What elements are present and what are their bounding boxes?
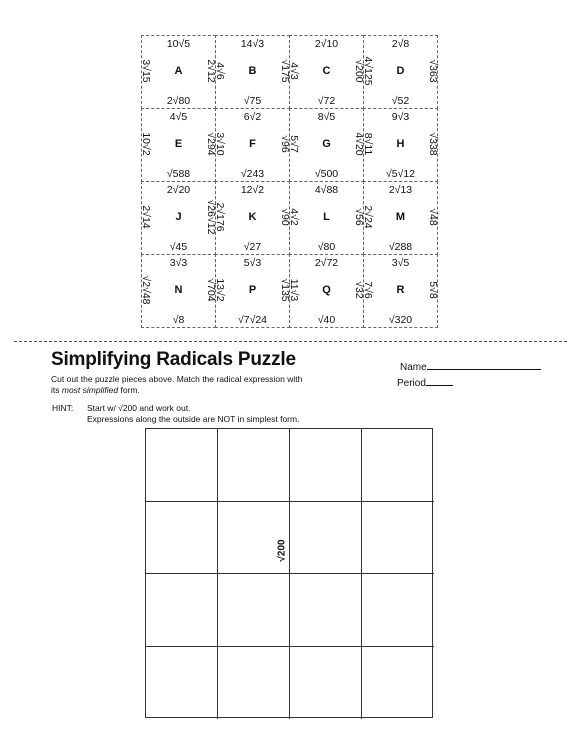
piece-top-expression: 4√88 (314, 184, 339, 196)
period-blank-line (426, 376, 453, 386)
piece-center-expression: N (174, 284, 183, 296)
piece-right-expression: √56 (353, 208, 365, 226)
board-cell (146, 647, 218, 720)
piece-right-expression: √200 (353, 59, 365, 83)
board-cell (290, 502, 362, 575)
piece-bottom-expression: √27 (243, 241, 262, 253)
piece-right-expression: √175 (279, 59, 291, 83)
piece-bottom-expression: √500 (314, 168, 339, 180)
piece-top-expression: 2√8 (391, 38, 410, 50)
piece-right-expression: 5√8 (427, 281, 439, 299)
puzzle-piece (215, 108, 290, 182)
piece-left-expression: 4√3 (288, 62, 300, 80)
piece-bottom-expression: √45 (169, 241, 188, 253)
piece-left-expression: 8√11 (362, 132, 374, 156)
piece-left-expression: 10√2 (140, 132, 152, 156)
instructions-prefix: its (51, 385, 62, 395)
puzzle-piece (141, 108, 216, 182)
piece-right-expression: 4√20 (353, 132, 365, 156)
piece-left-expression: 5√7 (288, 135, 300, 153)
name-field (400, 360, 541, 373)
piece-center-expression: K (248, 211, 257, 223)
piece-top-expression: 2√72 (314, 257, 339, 269)
puzzle-piece (215, 35, 290, 109)
puzzle-piece (289, 254, 364, 328)
board-cell (218, 574, 290, 647)
piece-right-expression: √363 (427, 59, 439, 83)
piece-center-expression: C (322, 65, 331, 77)
piece-bottom-expression: √72 (317, 95, 336, 107)
board-cell (146, 502, 218, 575)
piece-center-expression: Q (322, 284, 331, 296)
piece-left-expression: 4√6 (214, 62, 226, 80)
board-cell (362, 429, 434, 502)
piece-top-expression: 2√20 (166, 184, 191, 196)
board-cell (218, 429, 290, 502)
piece-bottom-expression: √40 (317, 314, 336, 326)
piece-left-expression: √2√48 (140, 275, 152, 305)
instructions-line-1: Cut out the puzzle pieces above. Match the radical expression with (51, 374, 303, 384)
worksheet-title: Simplifying Radicals Puzzle (51, 349, 296, 370)
hint-line-2: Expressions along the outside are NOT in simplest form. (87, 414, 300, 424)
name-blank-line (427, 360, 541, 370)
piece-top-expression: 2√10 (314, 38, 339, 50)
piece-bottom-expression: √52 (391, 95, 410, 107)
piece-right-expression: √704 (205, 278, 217, 302)
period-field (397, 376, 453, 389)
board-cell (290, 429, 362, 502)
piece-center-expression: H (396, 138, 405, 150)
puzzle-piece (289, 181, 364, 255)
piece-top-expression: 14√3 (240, 38, 265, 50)
hint-line-1: Start w/ √200 and work out. (87, 403, 191, 413)
piece-bottom-expression: √5√12 (385, 168, 416, 180)
piece-center-expression: R (396, 284, 405, 296)
piece-center-expression: F (249, 138, 256, 150)
puzzle-piece (289, 108, 364, 182)
hint-label: HINT: (52, 403, 74, 413)
piece-top-expression: 5√3 (243, 257, 262, 269)
puzzle-piece (215, 181, 290, 255)
piece-right-expression: √48 (427, 208, 439, 226)
piece-center-expression: L (323, 211, 330, 223)
piece-top-expression: 2√13 (388, 184, 413, 196)
piece-bottom-expression: √243 (240, 168, 265, 180)
piece-bottom-expression: √7√24 (237, 314, 268, 326)
piece-right-expression: √32 (353, 281, 365, 299)
piece-right-expression: √338 (427, 132, 439, 156)
piece-top-expression: 4√5 (169, 111, 188, 123)
period-label: Period (397, 378, 426, 389)
piece-right-expression: √294 (205, 132, 217, 156)
start-cell-label: √200 (276, 539, 288, 562)
piece-left-expression: 7√6 (362, 281, 374, 299)
piece-bottom-expression: √80 (317, 241, 336, 253)
piece-top-expression: 9√3 (391, 111, 410, 123)
piece-top-expression: 12√2 (240, 184, 265, 196)
piece-left-expression: 3√10 (214, 132, 226, 156)
piece-top-expression: 8√5 (317, 111, 336, 123)
piece-top-expression: 3√3 (169, 257, 188, 269)
piece-left-expression: 2√14 (140, 205, 152, 229)
puzzle-piece (215, 254, 290, 328)
puzzle-piece (141, 35, 216, 109)
piece-center-expression: P (248, 284, 257, 296)
answer-board (145, 428, 433, 718)
instructions-line-2 (51, 385, 140, 395)
puzzle-piece (363, 35, 438, 109)
piece-right-expression: √96 (279, 135, 291, 153)
board-cell (362, 502, 434, 575)
board-cell (362, 647, 434, 720)
board-cell (218, 647, 290, 720)
instructions-suffix: form. (118, 385, 140, 395)
piece-top-expression: 10√5 (166, 38, 191, 50)
piece-left-expression: 3√15 (140, 59, 152, 83)
instructions-emphasis: most simplified (61, 385, 119, 395)
piece-center-expression: B (248, 65, 257, 77)
piece-bottom-expression: √320 (388, 314, 413, 326)
piece-right-expression: 2√12 (205, 59, 217, 83)
piece-left-expression: 4√2 (288, 208, 300, 226)
piece-center-expression: J (175, 211, 182, 223)
puzzle-pieces-grid (141, 35, 437, 327)
piece-center-expression: E (174, 138, 183, 150)
puzzle-piece (141, 254, 216, 328)
piece-top-expression: 3√5 (391, 257, 410, 269)
puzzle-piece (363, 108, 438, 182)
piece-left-expression: 13√2 (214, 278, 226, 302)
piece-center-expression: G (322, 138, 331, 150)
board-cell (146, 429, 218, 502)
piece-bottom-expression: 2√80 (166, 95, 191, 107)
puzzle-piece (141, 181, 216, 255)
piece-top-expression: 6√2 (243, 111, 262, 123)
puzzle-piece (363, 181, 438, 255)
piece-right-expression: √90 (279, 208, 291, 226)
piece-right-expression: √26√12 (205, 199, 217, 235)
piece-center-expression: D (396, 65, 405, 77)
piece-center-expression: A (174, 65, 183, 77)
puzzle-piece (289, 35, 364, 109)
piece-bottom-expression: √588 (166, 168, 191, 180)
piece-right-expression: √135 (279, 278, 291, 302)
board-cell (362, 574, 434, 647)
puzzle-piece (363, 254, 438, 328)
board-cell (146, 574, 218, 647)
piece-center-expression: M (395, 211, 406, 223)
piece-left-expression: 2√176 (214, 202, 226, 232)
board-cell (290, 574, 362, 647)
cut-line (14, 341, 567, 342)
piece-bottom-expression: √8 (172, 314, 185, 326)
piece-left-expression: 4√125 (362, 56, 374, 86)
piece-bottom-expression: √75 (243, 95, 262, 107)
piece-bottom-expression: √288 (388, 241, 413, 253)
board-cell (290, 647, 362, 720)
name-label: Name (400, 362, 427, 373)
piece-left-expression: 2√24 (362, 205, 374, 229)
piece-left-expression: 11√3 (288, 278, 300, 302)
